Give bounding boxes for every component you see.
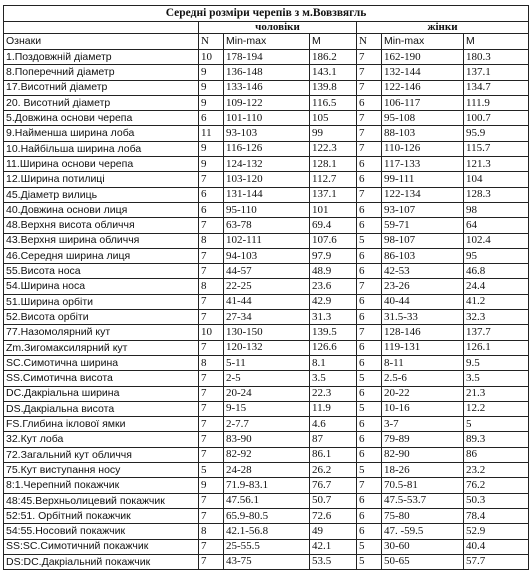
feature-cell: DS:DC.Дакріальний покажчик — [4, 554, 199, 569]
female-n-cell: 6 — [357, 508, 382, 523]
male-range-cell: 24-28 — [224, 463, 310, 478]
male-n-cell: 7 — [199, 554, 224, 569]
male-mean-cell: 49 — [310, 524, 357, 539]
female-n-cell: 6 — [357, 294, 382, 309]
male-range-cell: 5-11 — [224, 355, 310, 370]
table-row — [4, 325, 529, 340]
male-n-cell: 9 — [199, 80, 224, 95]
male-n-cell: 10 — [199, 325, 224, 340]
female-n-cell: 6 — [357, 95, 382, 110]
feature-cell: 5.Довжина основи черепа — [4, 111, 199, 126]
female-range-cell: 59-71 — [382, 218, 464, 233]
female-n-cell: 7 — [357, 126, 382, 141]
feature-cell: 10.Найбільша ширина лоба — [4, 141, 199, 156]
male-n-cell: 7 — [199, 539, 224, 554]
male-mean-cell: 42.9 — [310, 294, 357, 309]
male-mean-cell: 186.2 — [310, 50, 357, 65]
group-header-male: чоловіки — [199, 22, 357, 34]
male-mean-cell: 87 — [310, 432, 357, 447]
table-row — [4, 248, 529, 263]
male-mean-cell: 4.6 — [310, 417, 357, 432]
female-range-cell: 31.5-33 — [382, 310, 464, 325]
female-n-cell: 7 — [357, 50, 382, 65]
male-range-cell: 44-57 — [224, 264, 310, 279]
male-range-cell: 116-126 — [224, 141, 310, 156]
male-range-cell: 94-103 — [224, 248, 310, 263]
male-mean-cell: 112.7 — [310, 172, 357, 187]
table-row — [4, 386, 529, 401]
female-range-cell: 10-16 — [382, 401, 464, 416]
female-range-cell: 75-80 — [382, 508, 464, 523]
female-range-cell: 119-131 — [382, 340, 464, 355]
table-row — [4, 401, 529, 416]
female-mean-cell: 137.1 — [464, 65, 529, 80]
female-mean-cell: 115.7 — [464, 141, 529, 156]
feature-cell: 1.Поздовжній діаметр — [4, 50, 199, 65]
feature-cell: Zm.Зигомаксилярний кут — [4, 340, 199, 355]
female-mean-cell: 40.4 — [464, 539, 529, 554]
male-n-cell: 7 — [199, 508, 224, 523]
female-n-cell: 7 — [357, 325, 382, 340]
feature-cell: 9.Найменша ширина лоба — [4, 126, 199, 141]
feature-cell: 55.Висота носа — [4, 264, 199, 279]
female-mean-cell: 78.4 — [464, 508, 529, 523]
table-row — [4, 432, 529, 447]
female-n-cell: 7 — [357, 111, 382, 126]
table-row — [4, 463, 529, 478]
column-header-male-range: Min-max — [224, 34, 310, 50]
male-range-cell: 93-103 — [224, 126, 310, 141]
male-mean-cell: 137.1 — [310, 187, 357, 202]
column-header-female-mean: M — [464, 34, 529, 50]
table-row — [4, 310, 529, 325]
male-range-cell: 95-110 — [224, 202, 310, 217]
table-row — [4, 371, 529, 386]
male-n-cell: 7 — [199, 371, 224, 386]
feature-cell: 12.Ширина потилиці — [4, 172, 199, 187]
female-n-cell: 7 — [357, 187, 382, 202]
feature-cell: 52:51. Орбітний покажчик — [4, 508, 199, 523]
female-range-cell: 20-22 — [382, 386, 464, 401]
female-n-cell: 5 — [357, 554, 382, 569]
male-mean-cell: 42.1 — [310, 539, 357, 554]
male-n-cell: 7 — [199, 310, 224, 325]
female-range-cell: 117-133 — [382, 157, 464, 172]
column-header-row — [4, 34, 529, 50]
measurements-table — [3, 5, 529, 570]
feature-cell: 43.Верхня ширина обличчя — [4, 233, 199, 248]
male-mean-cell: 23.6 — [310, 279, 357, 294]
feature-cell: 11.Ширина основи черепа — [4, 157, 199, 172]
male-mean-cell: 53.5 — [310, 554, 357, 569]
female-range-cell: 79-89 — [382, 432, 464, 447]
female-range-cell: 98-107 — [382, 233, 464, 248]
table-row — [4, 65, 529, 80]
male-mean-cell: 128.1 — [310, 157, 357, 172]
female-mean-cell: 104 — [464, 172, 529, 187]
female-n-cell: 6 — [357, 432, 382, 447]
table-row — [4, 524, 529, 539]
male-mean-cell: 11.9 — [310, 401, 357, 416]
female-n-cell: 6 — [357, 340, 382, 355]
male-n-cell: 7 — [199, 447, 224, 462]
feature-cell: 52.Висота орбіти — [4, 310, 199, 325]
male-mean-cell: 69.4 — [310, 218, 357, 233]
male-mean-cell: 139.5 — [310, 325, 357, 340]
female-n-cell: 6 — [357, 264, 382, 279]
table-row — [4, 95, 529, 110]
female-range-cell: 106-117 — [382, 95, 464, 110]
female-n-cell: 6 — [357, 248, 382, 263]
table-body — [4, 50, 529, 570]
column-header-male-mean: M — [310, 34, 357, 50]
table-row — [4, 141, 529, 156]
male-mean-cell: 72.6 — [310, 508, 357, 523]
male-n-cell: 7 — [199, 340, 224, 355]
female-n-cell: 7 — [357, 478, 382, 493]
male-n-cell: 6 — [199, 111, 224, 126]
female-mean-cell: 126.1 — [464, 340, 529, 355]
male-n-cell: 11 — [199, 126, 224, 141]
male-n-cell: 7 — [199, 417, 224, 432]
female-range-cell: 82-90 — [382, 447, 464, 462]
female-n-cell: 5 — [357, 371, 382, 386]
female-range-cell: 2.5-6 — [382, 371, 464, 386]
male-n-cell: 6 — [199, 202, 224, 217]
male-n-cell: 8 — [199, 524, 224, 539]
table-row — [4, 187, 529, 202]
feature-cell: 48:45.Верхньолицевий покажчик — [4, 493, 199, 508]
male-mean-cell: 8.1 — [310, 355, 357, 370]
female-mean-cell: 98 — [464, 202, 529, 217]
female-n-cell: 6 — [357, 447, 382, 462]
male-mean-cell: 105 — [310, 111, 357, 126]
male-mean-cell: 50.7 — [310, 493, 357, 508]
feature-cell: SS:SC.Симотичний покажчик — [4, 539, 199, 554]
male-n-cell: 6 — [199, 187, 224, 202]
table-row — [4, 233, 529, 248]
male-range-cell: 2-5 — [224, 371, 310, 386]
female-range-cell: 42-53 — [382, 264, 464, 279]
male-mean-cell: 122.3 — [310, 141, 357, 156]
female-mean-cell: 121.3 — [464, 157, 529, 172]
table-row — [4, 218, 529, 233]
column-header-female-n: N — [357, 34, 382, 50]
feature-cell: 8:1.Черепний покажчик — [4, 478, 199, 493]
male-mean-cell: 126.6 — [310, 340, 357, 355]
column-header-feature: Ознаки — [4, 34, 199, 50]
table-row — [4, 478, 529, 493]
female-range-cell: 162-190 — [382, 50, 464, 65]
female-n-cell: 7 — [357, 279, 382, 294]
male-n-cell: 9 — [199, 65, 224, 80]
female-mean-cell: 50.3 — [464, 493, 529, 508]
female-range-cell: 23-26 — [382, 279, 464, 294]
feature-cell: 54:55.Носовий покажчик — [4, 524, 199, 539]
male-n-cell: 7 — [199, 264, 224, 279]
table-row — [4, 50, 529, 65]
male-n-cell: 9 — [199, 157, 224, 172]
female-n-cell: 6 — [357, 218, 382, 233]
male-mean-cell: 22.3 — [310, 386, 357, 401]
feature-cell: DC.Дакріальна ширина — [4, 386, 199, 401]
female-mean-cell: 3.5 — [464, 371, 529, 386]
male-range-cell: 65.9-80.5 — [224, 508, 310, 523]
group-header-female: жінки — [357, 22, 529, 34]
feature-cell: 20. Висотний діаметр — [4, 95, 199, 110]
female-mean-cell: 95 — [464, 248, 529, 263]
table-row — [4, 447, 529, 462]
table-row — [4, 126, 529, 141]
female-mean-cell: 102.4 — [464, 233, 529, 248]
male-n-cell: 9 — [199, 478, 224, 493]
female-range-cell: 30-60 — [382, 539, 464, 554]
female-mean-cell: 46.8 — [464, 264, 529, 279]
male-n-cell: 5 — [199, 463, 224, 478]
feature-cell: 45.Діаметр вилиць — [4, 187, 199, 202]
feature-cell: SC.Симотична ширина — [4, 355, 199, 370]
male-range-cell: 2-7.7 — [224, 417, 310, 432]
male-mean-cell: 26.2 — [310, 463, 357, 478]
male-range-cell: 20-24 — [224, 386, 310, 401]
female-n-cell: 6 — [357, 172, 382, 187]
male-range-cell: 131-144 — [224, 187, 310, 202]
feature-cell: 77.Назомолярний кут — [4, 325, 199, 340]
male-range-cell: 178-194 — [224, 50, 310, 65]
female-n-cell: 5 — [357, 463, 382, 478]
table-row — [4, 111, 529, 126]
male-mean-cell: 139.8 — [310, 80, 357, 95]
table-row — [4, 340, 529, 355]
female-n-cell: 7 — [357, 80, 382, 95]
female-mean-cell: 128.3 — [464, 187, 529, 202]
male-n-cell: 7 — [199, 401, 224, 416]
male-range-cell: 109-122 — [224, 95, 310, 110]
female-range-cell: 8-11 — [382, 355, 464, 370]
male-n-cell: 7 — [199, 294, 224, 309]
male-n-cell: 7 — [199, 493, 224, 508]
group-header-blank — [4, 22, 199, 34]
female-mean-cell: 76.2 — [464, 478, 529, 493]
female-n-cell: 6 — [357, 157, 382, 172]
table-row — [4, 493, 529, 508]
male-mean-cell: 3.5 — [310, 371, 357, 386]
female-n-cell: 5 — [357, 233, 382, 248]
male-range-cell: 25-55.5 — [224, 539, 310, 554]
female-mean-cell: 12.2 — [464, 401, 529, 416]
male-range-cell: 103-120 — [224, 172, 310, 187]
male-range-cell: 136-148 — [224, 65, 310, 80]
female-range-cell: 110-126 — [382, 141, 464, 156]
group-header-row — [4, 22, 529, 34]
female-range-cell: 95-108 — [382, 111, 464, 126]
female-mean-cell: 24.4 — [464, 279, 529, 294]
male-n-cell: 8 — [199, 279, 224, 294]
male-range-cell: 82-92 — [224, 447, 310, 462]
male-range-cell: 101-110 — [224, 111, 310, 126]
male-mean-cell: 76.7 — [310, 478, 357, 493]
female-mean-cell: 9.5 — [464, 355, 529, 370]
feature-cell: 75.Кут виступання носу — [4, 463, 199, 478]
male-range-cell: 9-15 — [224, 401, 310, 416]
male-range-cell: 47.56.1 — [224, 493, 310, 508]
male-range-cell: 41-44 — [224, 294, 310, 309]
male-mean-cell: 143.1 — [310, 65, 357, 80]
female-n-cell: 6 — [357, 355, 382, 370]
female-range-cell: 47.5-53.7 — [382, 493, 464, 508]
male-range-cell: 42.1-56.8 — [224, 524, 310, 539]
female-mean-cell: 52.9 — [464, 524, 529, 539]
male-mean-cell: 86.1 — [310, 447, 357, 462]
male-n-cell: 9 — [199, 141, 224, 156]
female-mean-cell: 137.7 — [464, 325, 529, 340]
female-range-cell: 93-107 — [382, 202, 464, 217]
table-row — [4, 554, 529, 569]
feature-cell: SS.Симотична висота — [4, 371, 199, 386]
feature-cell: DS.Дакріальна висота — [4, 401, 199, 416]
male-mean-cell: 107.6 — [310, 233, 357, 248]
male-range-cell: 43-75 — [224, 554, 310, 569]
female-n-cell: 6 — [357, 202, 382, 217]
table-row — [4, 355, 529, 370]
female-n-cell: 5 — [357, 401, 382, 416]
male-range-cell: 71.9-83.1 — [224, 478, 310, 493]
female-n-cell: 6 — [357, 493, 382, 508]
female-range-cell: 132-144 — [382, 65, 464, 80]
table-row — [4, 202, 529, 217]
male-mean-cell: 31.3 — [310, 310, 357, 325]
female-n-cell: 6 — [357, 524, 382, 539]
male-n-cell: 9 — [199, 95, 224, 110]
female-mean-cell: 57.7 — [464, 554, 529, 569]
table-row — [4, 172, 529, 187]
male-mean-cell: 99 — [310, 126, 357, 141]
female-mean-cell: 41.2 — [464, 294, 529, 309]
male-range-cell: 27-34 — [224, 310, 310, 325]
feature-cell: 32.Кут лоба — [4, 432, 199, 447]
female-n-cell: 5 — [357, 539, 382, 554]
feature-cell: 72.Загальний кут обличчя — [4, 447, 199, 462]
feature-cell: 46.Середня ширина лиця — [4, 248, 199, 263]
female-range-cell: 70.5-81 — [382, 478, 464, 493]
female-range-cell: 88-103 — [382, 126, 464, 141]
female-range-cell: 3-7 — [382, 417, 464, 432]
column-header-male-n: N — [199, 34, 224, 50]
male-n-cell: 8 — [199, 233, 224, 248]
male-n-cell: 7 — [199, 432, 224, 447]
male-range-cell: 63-78 — [224, 218, 310, 233]
male-n-cell: 10 — [199, 50, 224, 65]
table-row — [4, 80, 529, 95]
male-n-cell: 7 — [199, 386, 224, 401]
female-range-cell: 99-111 — [382, 172, 464, 187]
male-n-cell: 7 — [199, 248, 224, 263]
female-range-cell: 40-44 — [382, 294, 464, 309]
female-range-cell: 86-103 — [382, 248, 464, 263]
table-row — [4, 508, 529, 523]
column-header-female-range: Min-max — [382, 34, 464, 50]
female-range-cell: 18-26 — [382, 463, 464, 478]
feature-cell: 17.Висотний діаметр — [4, 80, 199, 95]
table-row — [4, 294, 529, 309]
female-n-cell: 6 — [357, 310, 382, 325]
female-range-cell: 47. -59.5 — [382, 524, 464, 539]
male-mean-cell: 97.9 — [310, 248, 357, 263]
female-n-cell: 7 — [357, 65, 382, 80]
feature-cell: 54.Ширина носа — [4, 279, 199, 294]
female-mean-cell: 23.2 — [464, 463, 529, 478]
feature-cell: FS.Глибина іклової ямки — [4, 417, 199, 432]
female-mean-cell: 89.3 — [464, 432, 529, 447]
female-mean-cell: 180.3 — [464, 50, 529, 65]
female-n-cell: 6 — [357, 386, 382, 401]
table-title: Середні розміри черепів з м.Вовзвягль — [4, 6, 529, 22]
female-range-cell: 122-146 — [382, 80, 464, 95]
male-mean-cell: 101 — [310, 202, 357, 217]
feature-cell: 40.Довжина основи лиця — [4, 202, 199, 217]
female-mean-cell: 64 — [464, 218, 529, 233]
male-range-cell: 120-132 — [224, 340, 310, 355]
male-n-cell: 8 — [199, 355, 224, 370]
male-range-cell: 130-150 — [224, 325, 310, 340]
feature-cell: 51.Ширина орбіти — [4, 294, 199, 309]
female-range-cell: 128-146 — [382, 325, 464, 340]
table-row — [4, 539, 529, 554]
female-n-cell: 6 — [357, 417, 382, 432]
male-range-cell: 102-111 — [224, 233, 310, 248]
feature-cell: 8.Поперечний діаметр — [4, 65, 199, 80]
female-range-cell: 50-65 — [382, 554, 464, 569]
female-n-cell: 7 — [357, 141, 382, 156]
table-row — [4, 279, 529, 294]
male-range-cell: 83-90 — [224, 432, 310, 447]
male-mean-cell: 116.5 — [310, 95, 357, 110]
table-row — [4, 264, 529, 279]
female-mean-cell: 32.3 — [464, 310, 529, 325]
title-row — [4, 6, 529, 22]
table-row — [4, 157, 529, 172]
female-mean-cell: 100.7 — [464, 111, 529, 126]
female-mean-cell: 95.9 — [464, 126, 529, 141]
male-n-cell: 7 — [199, 218, 224, 233]
male-mean-cell: 48.9 — [310, 264, 357, 279]
female-mean-cell: 111.9 — [464, 95, 529, 110]
female-mean-cell: 134.7 — [464, 80, 529, 95]
female-mean-cell: 21.3 — [464, 386, 529, 401]
male-range-cell: 133-146 — [224, 80, 310, 95]
female-range-cell: 122-134 — [382, 187, 464, 202]
male-n-cell: 7 — [199, 172, 224, 187]
male-range-cell: 22-25 — [224, 279, 310, 294]
male-range-cell: 124-132 — [224, 157, 310, 172]
table-row — [4, 417, 529, 432]
female-mean-cell: 5 — [464, 417, 529, 432]
feature-cell: 48.Верхня висота обличчя — [4, 218, 199, 233]
female-mean-cell: 86 — [464, 447, 529, 462]
